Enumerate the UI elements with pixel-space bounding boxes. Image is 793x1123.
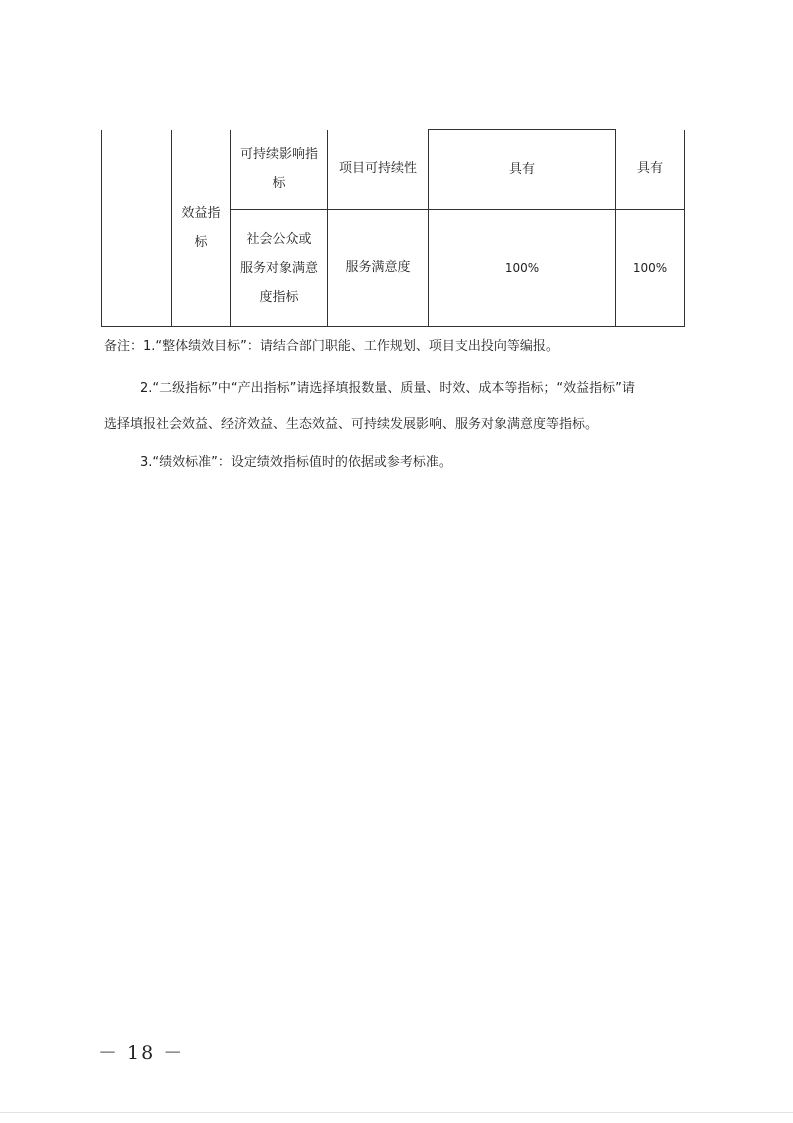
table-row: [102, 130, 685, 210]
table-cell-indicator: 服务满意度: [328, 210, 429, 327]
level3-line-2: 服务对象满意: [239, 260, 318, 276]
table-cell-level2: [172, 130, 231, 327]
level3-line-1: 社会公众或: [246, 231, 312, 247]
table-cell-target: 具有: [429, 130, 616, 210]
level3-line-1: 可持续影响指: [239, 147, 318, 163]
note-3: 3.“绩效标准”：设定绩效指标值时的依据或参考标准。: [140, 455, 452, 470]
table-cell-target: 100%: [429, 210, 616, 327]
level2-line-2: 标: [194, 234, 208, 250]
table-cell-level1: [102, 130, 172, 327]
table-cell-standard: 具有: [616, 130, 685, 210]
note-2-line-1: 2.“二级指标”中“产出指标”请选择填报数量、质量、时效、成本等指标；“效益指标”请: [140, 381, 635, 396]
level2-line-1: 效益指: [181, 205, 221, 221]
divider: [0, 1112, 793, 1113]
table-cell-indicator: 项目可持续性: [328, 130, 429, 210]
performance-indicator-table: [101, 129, 685, 327]
table-cell-level3: [231, 210, 328, 327]
table-cell-standard: 100%: [616, 210, 685, 327]
note-1: 备注：1.“整体绩效目标”：请结合部门职能、工作规划、项目支出投向等编报。: [104, 339, 559, 354]
page-number: － 18 －: [98, 1042, 185, 1064]
table-cell-level3: [231, 130, 328, 210]
note-2-line-2: 选择填报社会效益、经济效益、生态效益、可持续发展影响、服务对象满意度等指标。: [104, 417, 599, 432]
level3-line-3: 度指标: [259, 289, 299, 305]
level3-line-2: 标: [272, 176, 286, 192]
